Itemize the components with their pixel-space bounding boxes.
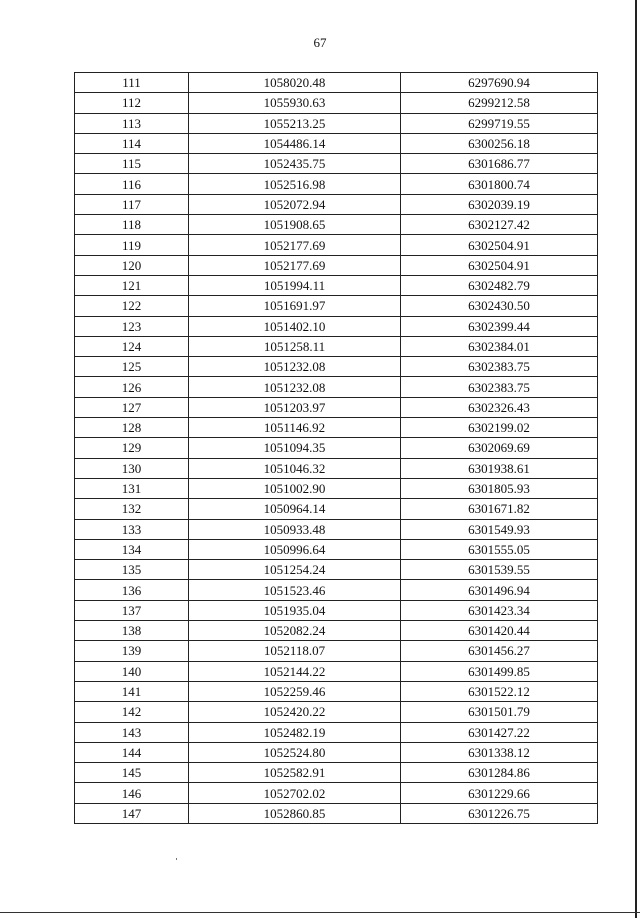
- point-number-cell: 113: [75, 113, 189, 133]
- table-row: [75, 783, 598, 803]
- table-row: [75, 275, 598, 295]
- x-coordinate-cell: 1050996.64: [189, 539, 401, 559]
- x-coordinate-cell: 1051935.04: [189, 600, 401, 620]
- y-coordinate-cell: 6302199.02: [401, 418, 598, 438]
- scan-speck: [176, 858, 177, 860]
- y-coordinate-cell: 6300256.18: [401, 133, 598, 153]
- point-number-cell: 137: [75, 600, 189, 620]
- x-coordinate-cell: 1051046.32: [189, 458, 401, 478]
- x-coordinate-cell: 1050964.14: [189, 499, 401, 519]
- point-number-cell: 123: [75, 316, 189, 336]
- table-row: [75, 681, 598, 701]
- table-row: [75, 499, 598, 519]
- y-coordinate-cell: 6301805.93: [401, 478, 598, 498]
- point-number-cell: 130: [75, 458, 189, 478]
- y-coordinate-cell: 6301501.79: [401, 702, 598, 722]
- y-coordinate-cell: 6301226.75: [401, 803, 598, 823]
- point-number-cell: 131: [75, 478, 189, 498]
- page-edge-line: [635, 0, 637, 918]
- table-row: [75, 113, 598, 133]
- point-number-cell: 134: [75, 539, 189, 559]
- point-number-cell: 133: [75, 519, 189, 539]
- y-coordinate-cell: 6301686.77: [401, 154, 598, 174]
- x-coordinate-cell: 1052524.80: [189, 742, 401, 762]
- table-row: [75, 174, 598, 194]
- x-coordinate-cell: 1052482.19: [189, 722, 401, 742]
- y-coordinate-cell: 6299212.58: [401, 93, 598, 113]
- table-row: [75, 560, 598, 580]
- x-coordinate-cell: 1050933.48: [189, 519, 401, 539]
- table-row: [75, 133, 598, 153]
- point-number-cell: 143: [75, 722, 189, 742]
- point-number-cell: 140: [75, 661, 189, 681]
- x-coordinate-cell: 1052860.85: [189, 803, 401, 823]
- table-row: [75, 93, 598, 113]
- point-number-cell: 116: [75, 174, 189, 194]
- table-row: [75, 438, 598, 458]
- x-coordinate-cell: 1051232.08: [189, 377, 401, 397]
- x-coordinate-cell: 1052420.22: [189, 702, 401, 722]
- y-coordinate-cell: 6302326.43: [401, 397, 598, 417]
- table-row: [75, 621, 598, 641]
- table-row: [75, 73, 598, 93]
- point-number-cell: 139: [75, 641, 189, 661]
- y-coordinate-cell: 6302039.19: [401, 194, 598, 214]
- point-number-cell: 117: [75, 194, 189, 214]
- table-row: [75, 722, 598, 742]
- table-row: [75, 803, 598, 823]
- point-number-cell: 142: [75, 702, 189, 722]
- page-bottom-line: [0, 912, 640, 913]
- y-coordinate-cell: 6301427.22: [401, 722, 598, 742]
- table-body: [75, 73, 598, 824]
- y-coordinate-cell: 6301420.44: [401, 621, 598, 641]
- y-coordinate-cell: 6301284.86: [401, 763, 598, 783]
- table-row: [75, 661, 598, 681]
- table-row: [75, 215, 598, 235]
- y-coordinate-cell: 6302482.79: [401, 275, 598, 295]
- x-coordinate-cell: 1052144.22: [189, 661, 401, 681]
- y-coordinate-cell: 6301423.34: [401, 600, 598, 620]
- y-coordinate-cell: 6302430.50: [401, 296, 598, 316]
- point-number-cell: 132: [75, 499, 189, 519]
- table-row: [75, 377, 598, 397]
- y-coordinate-cell: 6301549.93: [401, 519, 598, 539]
- x-coordinate-cell: 1052259.46: [189, 681, 401, 701]
- x-coordinate-cell: 1051094.35: [189, 438, 401, 458]
- point-number-cell: 114: [75, 133, 189, 153]
- point-number-cell: 141: [75, 681, 189, 701]
- y-coordinate-cell: 6302504.91: [401, 255, 598, 275]
- point-number-cell: 147: [75, 803, 189, 823]
- point-number-cell: 111: [75, 73, 189, 93]
- y-coordinate-cell: 6299719.55: [401, 113, 598, 133]
- y-coordinate-cell: 6301456.27: [401, 641, 598, 661]
- y-coordinate-cell: 6301938.61: [401, 458, 598, 478]
- table-row: [75, 336, 598, 356]
- x-coordinate-cell: 1051146.92: [189, 418, 401, 438]
- x-coordinate-cell: 1051002.90: [189, 478, 401, 498]
- x-coordinate-cell: 1051258.11: [189, 336, 401, 356]
- table-row: [75, 539, 598, 559]
- y-coordinate-cell: 6302069.69: [401, 438, 598, 458]
- x-coordinate-cell: 1052177.69: [189, 235, 401, 255]
- point-number-cell: 121: [75, 275, 189, 295]
- point-number-cell: 127: [75, 397, 189, 417]
- table-row: [75, 478, 598, 498]
- y-coordinate-cell: 6301671.82: [401, 499, 598, 519]
- x-coordinate-cell: 1051523.46: [189, 580, 401, 600]
- point-number-cell: 129: [75, 438, 189, 458]
- x-coordinate-cell: 1058020.48: [189, 73, 401, 93]
- x-coordinate-cell: 1052435.75: [189, 154, 401, 174]
- x-coordinate-cell: 1052582.91: [189, 763, 401, 783]
- point-number-cell: 144: [75, 742, 189, 762]
- x-coordinate-cell: 1051232.08: [189, 357, 401, 377]
- point-number-cell: 115: [75, 154, 189, 174]
- x-coordinate-cell: 1051254.24: [189, 560, 401, 580]
- x-coordinate-cell: 1055213.25: [189, 113, 401, 133]
- table-row: [75, 296, 598, 316]
- point-number-cell: 128: [75, 418, 189, 438]
- x-coordinate-cell: 1052072.94: [189, 194, 401, 214]
- y-coordinate-cell: 6302504.91: [401, 235, 598, 255]
- point-number-cell: 136: [75, 580, 189, 600]
- table-row: [75, 316, 598, 336]
- x-coordinate-cell: 1051908.65: [189, 215, 401, 235]
- table-row: [75, 397, 598, 417]
- y-coordinate-cell: 6301522.12: [401, 681, 598, 701]
- x-coordinate-cell: 1052177.69: [189, 255, 401, 275]
- table-row: [75, 418, 598, 438]
- table-row: [75, 702, 598, 722]
- y-coordinate-cell: 6301555.05: [401, 539, 598, 559]
- page-number: 67: [313, 35, 327, 50]
- table-row: [75, 641, 598, 661]
- x-coordinate-cell: 1055930.63: [189, 93, 401, 113]
- point-number-cell: 120: [75, 255, 189, 275]
- table-row: [75, 763, 598, 783]
- y-coordinate-cell: 6301499.85: [401, 661, 598, 681]
- table-row: [75, 600, 598, 620]
- table-row: [75, 580, 598, 600]
- y-coordinate-cell: 6301496.94: [401, 580, 598, 600]
- table-row: [75, 458, 598, 478]
- table-row: [75, 154, 598, 174]
- y-coordinate-cell: 6302383.75: [401, 357, 598, 377]
- point-number-cell: 125: [75, 357, 189, 377]
- coordinates-table: [74, 72, 598, 824]
- point-number-cell: 118: [75, 215, 189, 235]
- x-coordinate-cell: 1052702.02: [189, 783, 401, 803]
- y-coordinate-cell: 6301229.66: [401, 783, 598, 803]
- point-number-cell: 135: [75, 560, 189, 580]
- point-number-cell: 146: [75, 783, 189, 803]
- y-coordinate-cell: 6301338.12: [401, 742, 598, 762]
- table-row: [75, 235, 598, 255]
- y-coordinate-cell: 6302383.75: [401, 377, 598, 397]
- table-row: [75, 255, 598, 275]
- y-coordinate-cell: 6302127.42: [401, 215, 598, 235]
- x-coordinate-cell: 1051994.11: [189, 275, 401, 295]
- y-coordinate-cell: 6301539.55: [401, 560, 598, 580]
- x-coordinate-cell: 1051203.97: [189, 397, 401, 417]
- x-coordinate-cell: 1052516.98: [189, 174, 401, 194]
- point-number-cell: 112: [75, 93, 189, 113]
- point-number-cell: 138: [75, 621, 189, 641]
- point-number-cell: 126: [75, 377, 189, 397]
- y-coordinate-cell: 6302399.44: [401, 316, 598, 336]
- point-number-cell: 122: [75, 296, 189, 316]
- y-coordinate-cell: 6302384.01: [401, 336, 598, 356]
- x-coordinate-cell: 1054486.14: [189, 133, 401, 153]
- point-number-cell: 145: [75, 763, 189, 783]
- point-number-cell: 124: [75, 336, 189, 356]
- table-row: [75, 357, 598, 377]
- x-coordinate-cell: 1051402.10: [189, 316, 401, 336]
- x-coordinate-cell: 1052082.24: [189, 621, 401, 641]
- y-coordinate-cell: 6297690.94: [401, 73, 598, 93]
- y-coordinate-cell: 6301800.74: [401, 174, 598, 194]
- point-number-cell: 119: [75, 235, 189, 255]
- table-row: [75, 194, 598, 214]
- table-row: [75, 519, 598, 539]
- x-coordinate-cell: 1052118.07: [189, 641, 401, 661]
- table-row: [75, 742, 598, 762]
- x-coordinate-cell: 1051691.97: [189, 296, 401, 316]
